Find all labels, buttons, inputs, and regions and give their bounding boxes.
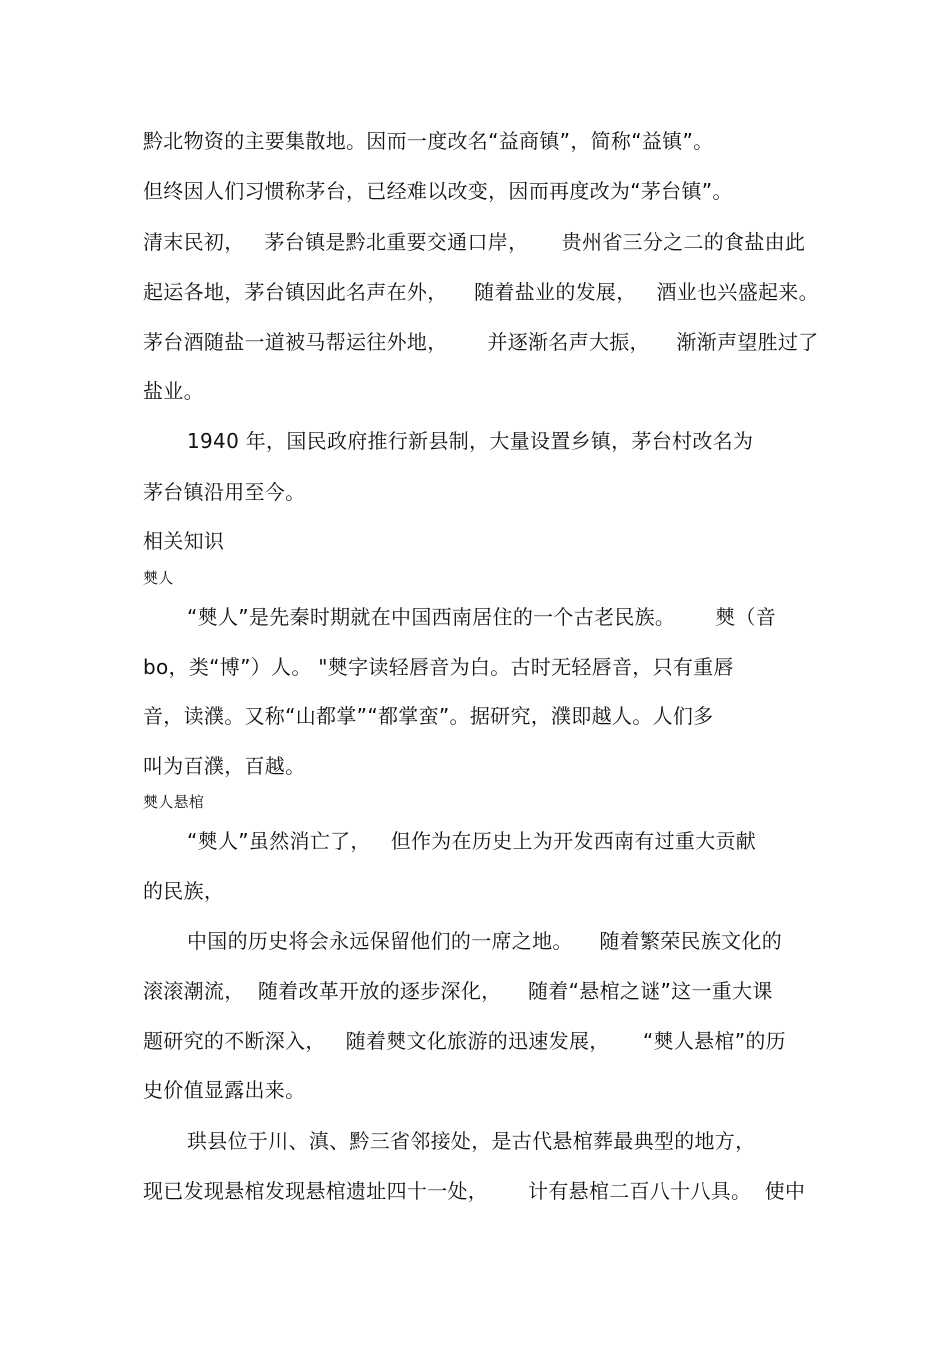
text-line: 滚滚潮流， 随着改革开放的逐步深化， 随着“悬棺之谜”这一重大课 xyxy=(143,979,773,1003)
text-line: 珙县位于川、滇、黔三省邻接处，是古代悬棺葬最典型的地方， xyxy=(187,1129,756,1153)
text-line: 盐业。 xyxy=(143,379,204,403)
text-line: 的民族， xyxy=(143,879,225,903)
text-line: 题研究的不断深入， 随着僰文化旅游的迅速发展， “僰人悬棺”的历 xyxy=(143,1029,786,1053)
text-line: 黔北物资的主要集散地。因而一度改名“益商镇”，简称“益镇”。 xyxy=(143,129,714,153)
text-line: 现已发现悬棺发现悬棺遗址四十一处， 计有悬棺二百八十八具。 使中 xyxy=(143,1179,806,1203)
text-line: bo，类“博”）人。 "僰字读轻唇音为白。古时无轻唇音，只有重唇 xyxy=(143,655,734,679)
text-line: “僰人”是先秦时期就在中国西南居住的一个古老民族。 僰（音 xyxy=(187,605,777,629)
text-line: “僰人”虽然消亡了， 但作为在历史上为开发西南有过重大贡献 xyxy=(187,829,757,853)
text-line: 音，读濮。又称“山都掌”“都掌蛮”。据研究，濮即越人。人们多 xyxy=(143,704,714,728)
text-line: 叫为百濮，百越。 xyxy=(143,754,306,778)
text-line: 1940 年，国民政府推行新县制，大量设置乡镇，茅台村改名为 xyxy=(187,429,754,453)
subsection-heading: 僰人 xyxy=(143,569,174,587)
subsection-heading: 僰人悬棺 xyxy=(143,793,205,811)
text-line: 起运各地，茅台镇因此名声在外， 随着盐业的发展， 酒业也兴盛起来。 xyxy=(143,280,819,304)
text-line: 中国的历史将会永远保留他们的一席之地。 随着繁荣民族文化的 xyxy=(187,929,783,953)
section-heading: 相关知识 xyxy=(143,529,225,553)
text-line: 茅台镇沿用至今。 xyxy=(143,480,306,504)
text-line: 但终因人们习惯称茅台，已经难以改变，因而再度改为“茅台镇”。 xyxy=(143,179,733,203)
text-line: 清末民初， 茅台镇是黔北重要交通口岸， 贵州省三分之二的食盐由此 xyxy=(143,230,806,254)
text-line: 茅台酒随盐一道被马帮运往外地， 并逐渐名声大振， 渐渐声望胜过了 xyxy=(143,330,819,354)
text-line: 史价值显露出来。 xyxy=(143,1078,306,1102)
